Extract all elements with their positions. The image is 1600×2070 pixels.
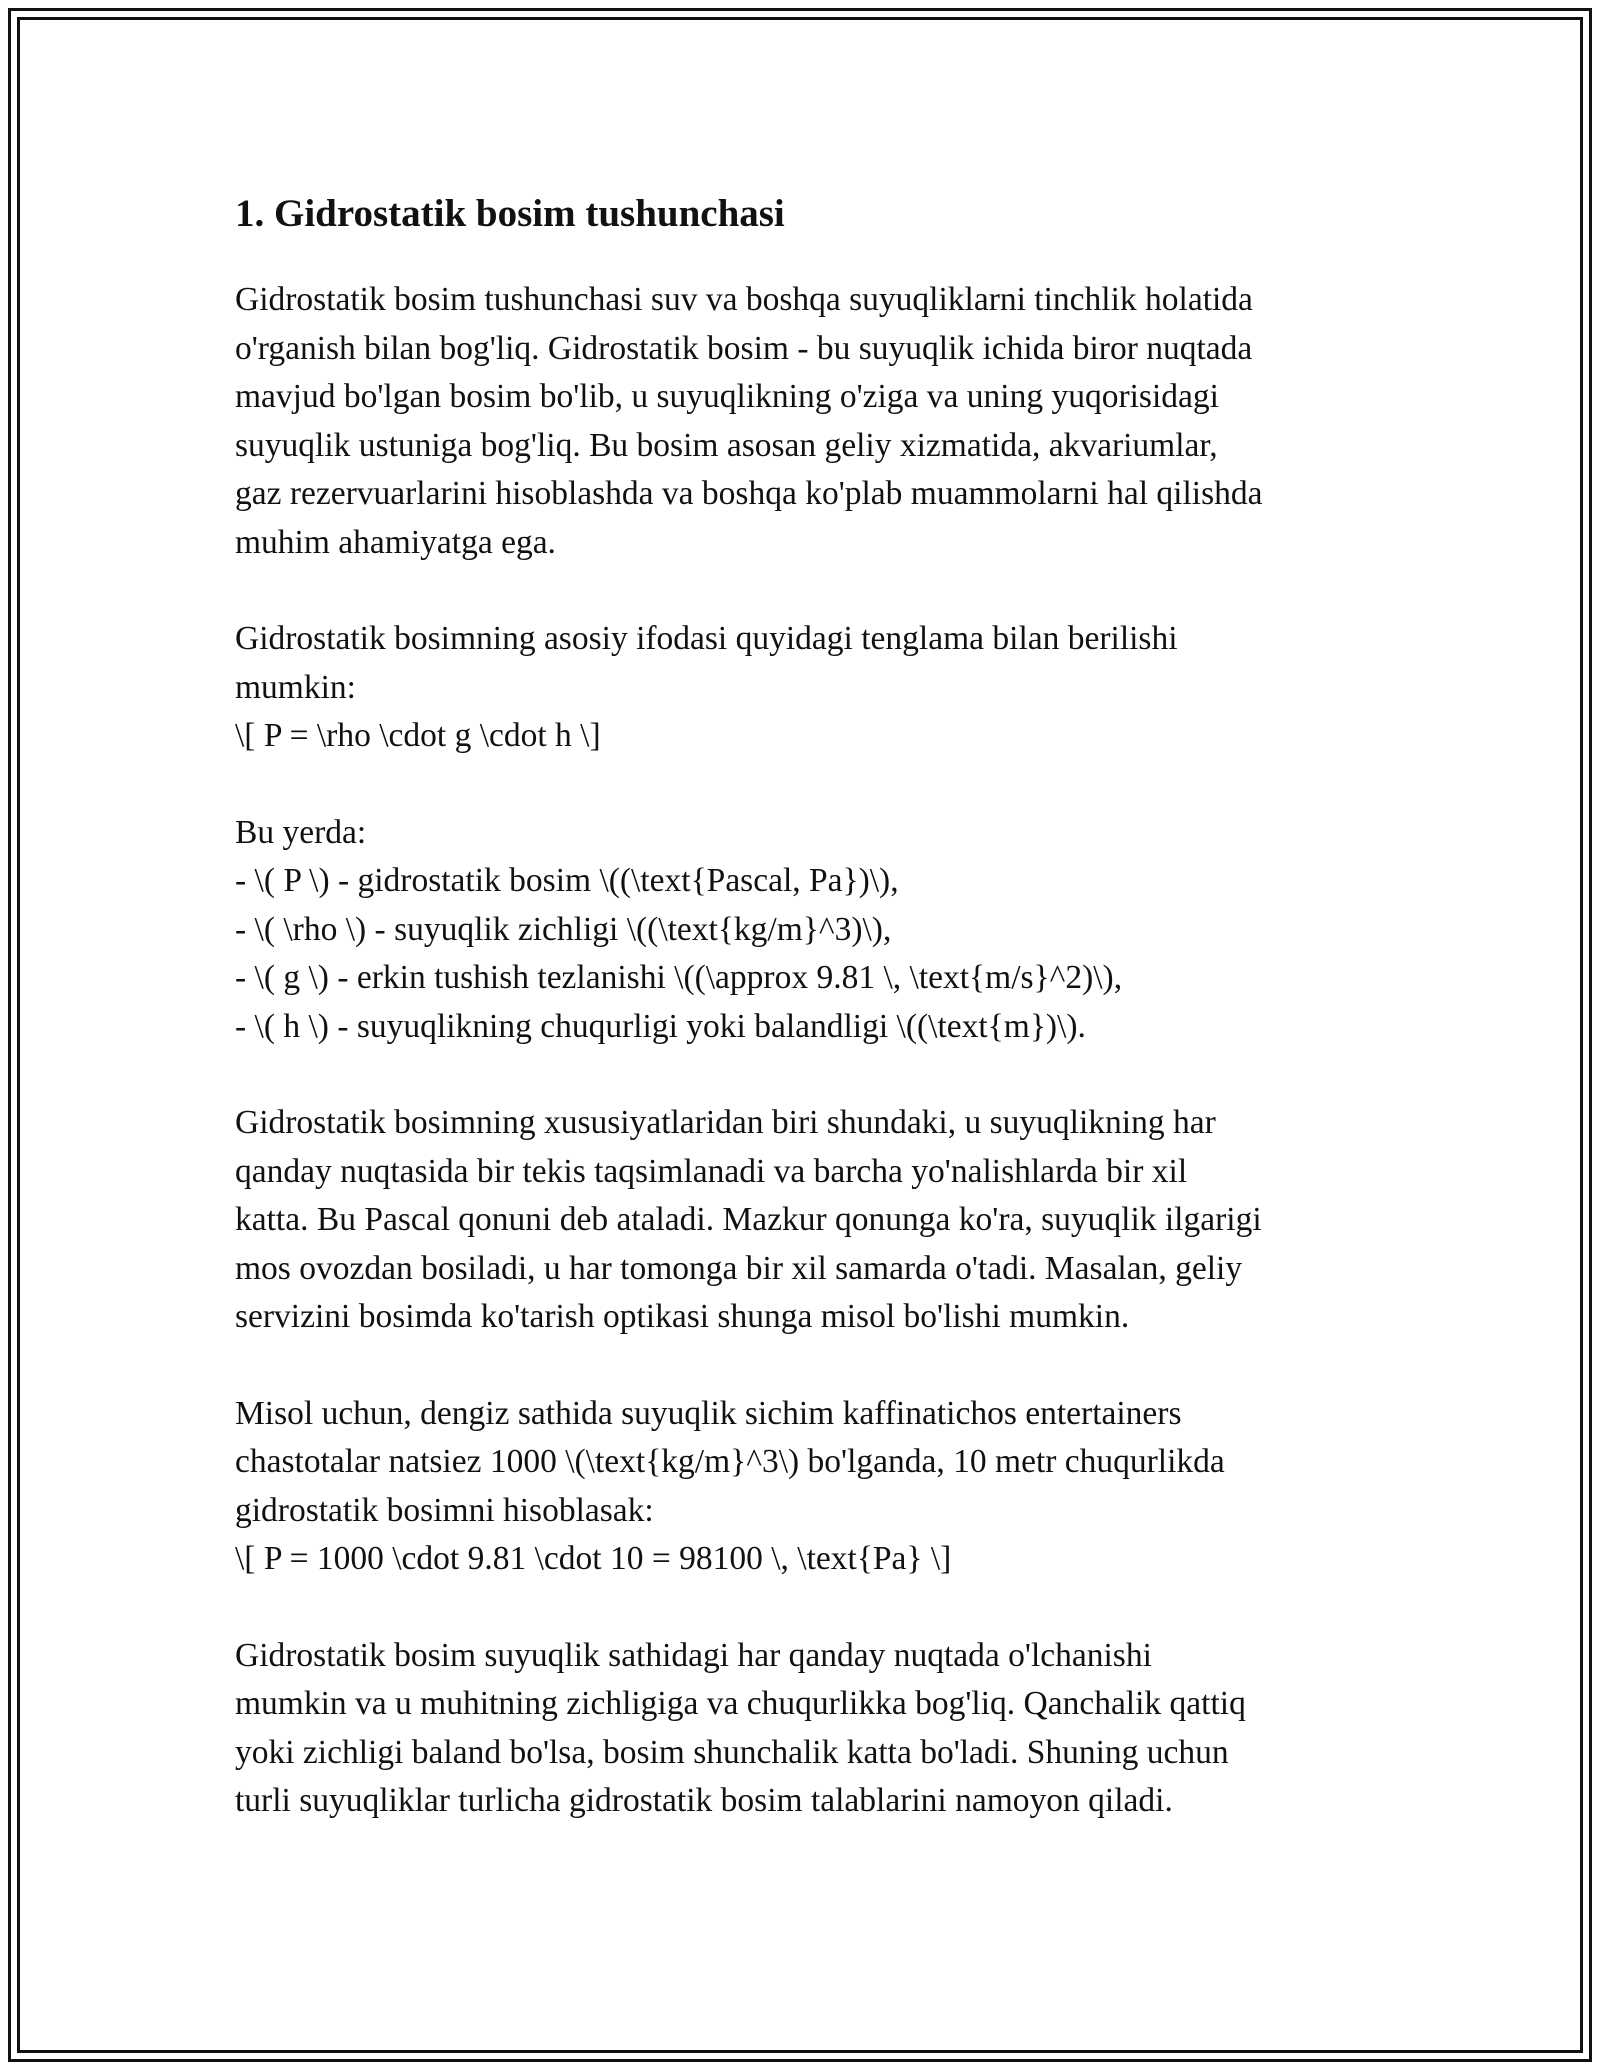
text-line: gidrostatik bosimni hisoblasak: xyxy=(235,1491,654,1529)
text-line: Gidrostatik bosim suyuqlik sathidagi har qanday nuqtada o'lchanishi xyxy=(235,1636,1152,1674)
text-line: yoki zichligi baland bo'lsa, bosim shunchalik katta bo'ladi. Shuning uchun xyxy=(235,1733,1229,1771)
text-line: mumkin: xyxy=(235,668,356,706)
document-body xyxy=(235,186,1375,1874)
text-line: Misol uchun, dengiz sathida suyuqlik sichim kaffinatichos entertainers xyxy=(235,1394,1182,1432)
paragraph-formula xyxy=(235,615,1375,761)
text-line: muhim ahamiyatga ega. xyxy=(235,523,556,561)
list-item: - \( \rho \) - suyuqlik zichligi \((\text{kg/m}^3)\), xyxy=(235,910,892,948)
text-line: gaz rezervuarlarini hisoblashda va boshqa ko'plab muammolarni hal qilishda xyxy=(235,475,1263,512)
text-line: o'rganish bilan bog'liq. Gidrostatik bosim - bu suyuqlik ichida biror nuqtada xyxy=(235,329,1253,367)
section-heading: 1. Gidrostatik bosim tushunchasi xyxy=(235,192,785,235)
paragraph-pascal-law xyxy=(235,1099,1375,1342)
formula-line: \[ P = 1000 \cdot 9.81 \cdot 10 = 98100 \, \text{Pa} \] xyxy=(235,1540,952,1577)
text-line: chastotalar natsiez 1000 \(\text{kg/m}^3\) bo'lganda, 10 metr chuqurlikda xyxy=(235,1443,1225,1480)
text-line: mumkin va u muhitning zichligiga va chuqurlikka bog'liq. Qanchalik qattiq xyxy=(235,1685,1246,1722)
text-line: servizini bosimda ko'tarish optikasi shunga misol bo'lishi mumkin. xyxy=(235,1298,1130,1335)
text-line: qanday nuqtasida bir tekis taqsimlanadi va barcha yo'nalishlarda bir xil xyxy=(235,1152,1188,1190)
paragraph-conclusion xyxy=(235,1632,1375,1826)
text-line: Gidrostatik bosimning xususiyatlaridan biri shundaki, u suyuqlikning har xyxy=(235,1104,1216,1141)
text-line: mos ovozdan bosiladi, u har tomonga bir xil samarda o'tadi. Masalan, geliy xyxy=(235,1249,1243,1287)
formula-line: \[ P = \rho \cdot g \cdot h \] xyxy=(235,717,601,754)
list-item: - \( h \) - suyuqlikning chuqurligi yoki balandligi \((\text{m})\). xyxy=(235,1007,1086,1045)
text-line: turli suyuqliklar turlicha gidrostatik bosim talablarini namoyon qiladi. xyxy=(235,1782,1173,1819)
text-line: Gidrostatik bosimning asosiy ifodasi quyidagi tenglama bilan berilishi xyxy=(235,620,1178,657)
text-line: katta. Bu Pascal qonuni deb ataladi. Mazkur qonunga ko'ra, suyuqlik ilgarigi xyxy=(235,1201,1262,1238)
paragraph-example xyxy=(235,1390,1375,1584)
paragraph-definitions xyxy=(235,809,1375,1052)
list-item: - \( g \) - erkin tushish tezlanishi \((\approx 9.81 \, \text{m/s}^2)\), xyxy=(235,959,1123,996)
text-line: mavjud bo'lgan bosim bo'lib, u suyuqlikning o'ziga va uning yuqorisidagi xyxy=(235,378,1219,415)
paragraph-intro xyxy=(235,276,1375,567)
text-line: suyuqlik ustuniga bog'liq. Bu bosim asosan geliy xizmatida, akvariumlar, xyxy=(235,426,1218,464)
list-item: - \( P \) - gidrostatik bosim \((\text{Pascal, Pa})\), xyxy=(235,862,899,899)
text-line: Gidrostatik bosim tushunchasi suv va boshqa suyuqliklarni tinchlik holatida xyxy=(235,281,1253,318)
text-line: Bu yerda: xyxy=(235,813,367,851)
